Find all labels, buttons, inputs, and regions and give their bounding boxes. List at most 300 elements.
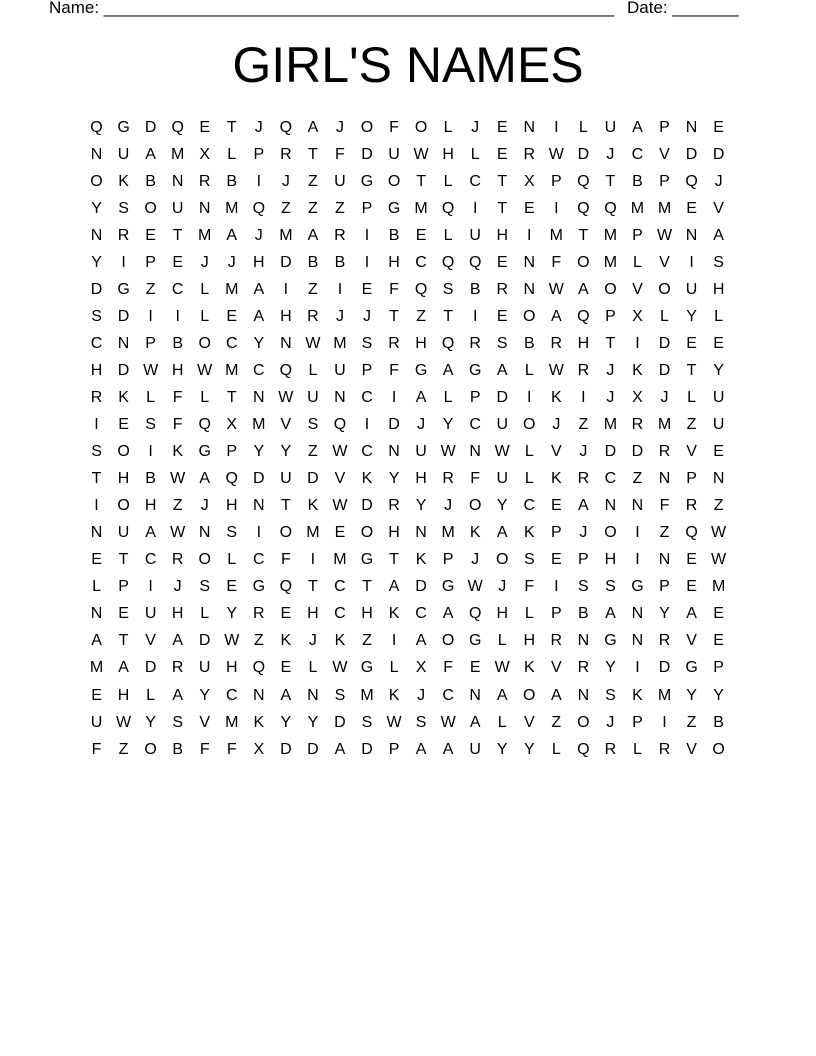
- grid-letter: R: [523, 145, 536, 163]
- grid-letter: W: [332, 443, 348, 461]
- grid-letter: P: [632, 226, 643, 244]
- grid-letter: J: [471, 551, 480, 569]
- grid-letter: A: [145, 145, 156, 163]
- grid-letter: A: [686, 605, 697, 623]
- grid-letter: R: [496, 280, 508, 298]
- grid-letter: C: [171, 280, 184, 298]
- grid-letter: J: [579, 524, 588, 542]
- grid-letter: N: [253, 686, 265, 704]
- grid-letter: V: [550, 443, 562, 461]
- grid-letter: K: [550, 470, 562, 488]
- grid-letter: L: [200, 605, 210, 623]
- grid-letter: J: [308, 632, 317, 650]
- grid-letter: Z: [308, 443, 318, 461]
- grid-letter: Y: [496, 740, 508, 758]
- grid-letter: A: [550, 307, 562, 325]
- grid-letter: G: [441, 578, 455, 596]
- grid-letter: I: [310, 551, 316, 569]
- grid-letter: P: [442, 551, 454, 569]
- grid-letter: C: [144, 551, 157, 569]
- grid-letter: R: [442, 470, 454, 488]
- grid-letter: O: [144, 740, 157, 758]
- grid-letter: I: [364, 253, 370, 271]
- grid-letter: L: [146, 686, 156, 704]
- grid-letter: O: [604, 524, 617, 542]
- grid-letter: Q: [577, 307, 590, 325]
- grid-letter: R: [604, 740, 617, 758]
- grid-letter: G: [117, 118, 130, 136]
- grid-letter: E: [713, 118, 724, 136]
- grid-letter: H: [171, 605, 184, 623]
- grid-letter: Y: [253, 443, 265, 461]
- grid-letter: E: [686, 334, 697, 352]
- grid-letter: G: [414, 361, 428, 379]
- grid-letter: T: [118, 632, 129, 650]
- grid-letter: M: [198, 226, 212, 244]
- grid-letter: D: [253, 470, 265, 488]
- grid-letter: L: [497, 632, 507, 650]
- grid-letter: U: [388, 145, 400, 163]
- grid-letter: U: [117, 145, 130, 163]
- grid-letter: L: [524, 443, 534, 461]
- grid-letter: R: [658, 632, 671, 650]
- grid-letter: O: [577, 713, 590, 731]
- grid-letter: L: [687, 388, 696, 406]
- grid-letter: O: [198, 334, 211, 352]
- grid-letter: S: [578, 578, 589, 596]
- grid-letter: A: [145, 524, 156, 542]
- grid-letter: E: [713, 443, 724, 461]
- grid-letter: F: [470, 470, 481, 488]
- grid-letter: U: [469, 740, 481, 758]
- grid-letter: A: [307, 118, 319, 136]
- grid-letter: Z: [416, 307, 426, 325]
- grid-letter: I: [337, 280, 343, 298]
- grid-letter: M: [225, 361, 239, 379]
- grid-letter: Y: [145, 713, 156, 731]
- grid-letter: I: [148, 443, 153, 461]
- grid-letter: R: [198, 172, 211, 190]
- grid-letter: R: [171, 551, 184, 569]
- grid-letter: Q: [577, 740, 590, 758]
- grid-letter: W: [413, 145, 429, 163]
- grid-letter: I: [527, 226, 532, 244]
- grid-letter: C: [523, 497, 536, 515]
- grid-letter: T: [605, 334, 616, 352]
- grid-letter: E: [91, 551, 102, 569]
- grid-letter: Q: [279, 361, 293, 379]
- grid-letter: Y: [388, 470, 400, 488]
- grid-letter: N: [658, 551, 671, 569]
- grid-letter: J: [660, 388, 669, 406]
- grid-letter: C: [469, 416, 481, 434]
- grid-letter: W: [548, 145, 564, 163]
- grid-letter: E: [496, 307, 508, 325]
- grid-letter: I: [94, 497, 99, 515]
- grid-letter: R: [334, 226, 346, 244]
- grid-letter: A: [280, 686, 292, 704]
- grid-letter: K: [415, 551, 427, 569]
- grid-letter: P: [361, 199, 373, 217]
- grid-letter: Z: [659, 524, 670, 542]
- grid-letter: P: [659, 578, 670, 596]
- grid-letter: J: [606, 145, 615, 163]
- grid-letter: K: [172, 443, 183, 461]
- grid-letter: J: [714, 172, 723, 190]
- grid-letter: T: [605, 172, 616, 190]
- grid-letter: Y: [713, 686, 724, 704]
- grid-letter: M: [225, 713, 239, 731]
- grid-letter: D: [334, 713, 346, 731]
- grid-letter: A: [415, 740, 427, 758]
- grid-letter: R: [90, 388, 103, 406]
- grid-letter: A: [442, 740, 454, 758]
- grid-letter: Q: [252, 199, 266, 217]
- grid-letter: Q: [225, 470, 238, 488]
- grid-letter: F: [226, 740, 237, 758]
- grid-letter: Y: [253, 334, 265, 352]
- grid-letter: B: [469, 280, 481, 298]
- grid-letter: B: [172, 334, 183, 352]
- grid-letter: Y: [605, 659, 616, 677]
- grid-letter: P: [469, 388, 481, 406]
- grid-letter: I: [94, 416, 99, 434]
- grid-letter: U: [334, 172, 346, 190]
- grid-letter: M: [657, 686, 672, 704]
- grid-letter: N: [469, 443, 481, 461]
- grid-letter: J: [471, 118, 480, 136]
- grid-letter: D: [631, 443, 644, 461]
- grid-letter: B: [713, 713, 724, 731]
- grid-letter: K: [632, 361, 643, 379]
- grid-letter: P: [388, 740, 400, 758]
- grid-letter: E: [415, 226, 427, 244]
- grid-letter: Z: [308, 172, 318, 190]
- grid-letter: E: [280, 659, 292, 677]
- grid-letter: T: [91, 470, 102, 488]
- grid-letter: A: [118, 659, 129, 677]
- grid-letter: O: [117, 497, 130, 515]
- grid-letter: G: [360, 172, 374, 190]
- grid-letter: V: [659, 253, 670, 271]
- grid-letter: R: [631, 416, 644, 434]
- grid-letter: I: [635, 334, 640, 352]
- grid-letter: Y: [523, 740, 535, 758]
- grid-letter: B: [145, 470, 156, 488]
- grid-letter: B: [632, 172, 643, 190]
- grid-letter: N: [577, 632, 590, 650]
- grid-letter: N: [712, 470, 725, 488]
- grid-letter: G: [360, 659, 374, 677]
- grid-letter: J: [254, 226, 263, 244]
- grid-letter: M: [360, 686, 374, 704]
- grid-letter: W: [494, 443, 510, 461]
- grid-letter: O: [387, 172, 401, 190]
- grid-letter: Q: [414, 280, 428, 298]
- grid-letter: T: [443, 307, 454, 325]
- grid-letter: H: [604, 551, 617, 569]
- grid-letter: F: [199, 740, 210, 758]
- grid-letter: A: [172, 686, 183, 704]
- grid-letter: E: [226, 578, 238, 596]
- grid-letter: Q: [198, 416, 211, 434]
- grid-letter: Z: [713, 497, 724, 515]
- grid-letter: P: [632, 713, 643, 731]
- grid-letter: O: [658, 280, 671, 298]
- grid-letter: I: [391, 388, 397, 406]
- grid-letter: D: [658, 659, 671, 677]
- grid-letter: K: [388, 605, 400, 623]
- grid-letter: L: [443, 388, 453, 406]
- grid-letter: T: [389, 551, 399, 569]
- grid-letter: P: [226, 443, 238, 461]
- grid-letter: A: [415, 632, 427, 650]
- grid-letter: J: [335, 118, 344, 136]
- grid-letter: L: [200, 388, 210, 406]
- grid-letter: O: [441, 632, 455, 650]
- grid-letter: Y: [91, 199, 102, 217]
- grid-letter: Y: [307, 713, 319, 731]
- grid-letter: A: [605, 605, 616, 623]
- grid-letter: Y: [280, 443, 292, 461]
- grid-letter: I: [148, 578, 153, 596]
- grid-letter: G: [198, 443, 211, 461]
- grid-letter: O: [414, 118, 428, 136]
- grid-letter: L: [524, 361, 534, 379]
- grid-letter: J: [579, 443, 588, 461]
- grid-letter: T: [686, 361, 697, 379]
- grid-letter: A: [496, 686, 508, 704]
- grid-letter: R: [307, 307, 319, 325]
- grid-letter: A: [91, 632, 102, 650]
- grid-letter: Q: [90, 118, 103, 136]
- grid-letter: D: [307, 470, 319, 488]
- grid-letter: R: [577, 470, 590, 488]
- grid-letter: P: [145, 334, 156, 352]
- grid-letter: Q: [441, 253, 455, 271]
- grid-letter: F: [389, 280, 399, 298]
- grid-letter: R: [658, 740, 671, 758]
- grid-letter: P: [550, 605, 562, 623]
- grid-letter: X: [632, 388, 643, 406]
- grid-letter: E: [550, 497, 562, 515]
- grid-letter: S: [442, 280, 454, 298]
- grid-letter: A: [415, 388, 427, 406]
- grid-letter: J: [606, 388, 615, 406]
- grid-letter: S: [605, 578, 616, 596]
- grid-letter: N: [658, 470, 671, 488]
- grid-letter: S: [199, 578, 211, 596]
- grid-letter: F: [389, 118, 399, 136]
- grid-letter: W: [278, 388, 294, 406]
- grid-letter: C: [225, 334, 238, 352]
- grid-letter: O: [577, 253, 590, 271]
- grid-letter: O: [90, 172, 103, 190]
- grid-letter: C: [90, 334, 103, 352]
- grid-letter: V: [550, 659, 562, 677]
- grid-letter: Q: [333, 416, 347, 434]
- grid-letter: R: [658, 443, 671, 461]
- grid-letter: D: [361, 497, 373, 515]
- grid-letter: E: [713, 605, 724, 623]
- grid-letter: H: [496, 605, 508, 623]
- grid-letter: S: [713, 253, 724, 271]
- grid-letter: K: [469, 524, 481, 542]
- grid-letter: Y: [280, 713, 292, 731]
- grid-letter: K: [334, 632, 346, 650]
- grid-letter: L: [497, 713, 507, 731]
- grid-letter: A: [496, 524, 508, 542]
- grid-letter: M: [603, 226, 618, 244]
- grid-letter: J: [417, 686, 426, 704]
- grid-letter: T: [308, 578, 318, 596]
- grid-letter: R: [253, 605, 265, 623]
- grid-letter: L: [389, 659, 399, 677]
- grid-letter: K: [523, 524, 535, 542]
- grid-letter: A: [199, 470, 211, 488]
- grid-letter: X: [199, 145, 211, 163]
- grid-letter: C: [361, 443, 373, 461]
- grid-letter: E: [686, 578, 697, 596]
- grid-letter: T: [226, 118, 237, 136]
- grid-letter: V: [632, 280, 643, 298]
- grid-letter: Z: [551, 713, 562, 731]
- grid-letter: H: [415, 470, 427, 488]
- grid-letter: L: [146, 388, 156, 406]
- grid-letter: O: [523, 307, 536, 325]
- name-line: Name: ______________________________________________________: [49, 0, 615, 17]
- grid-letter: N: [523, 118, 536, 136]
- grid-letter: G: [604, 632, 617, 650]
- grid-letter: H: [225, 497, 238, 515]
- grid-letter: I: [472, 199, 478, 217]
- grid-letter: H: [117, 470, 130, 488]
- grid-letter: O: [198, 551, 211, 569]
- grid-letter: V: [145, 632, 156, 650]
- grid-letter: D: [144, 659, 157, 677]
- grid-letter: U: [469, 226, 481, 244]
- grid-letter: T: [416, 172, 426, 190]
- grid-letter: L: [227, 145, 237, 163]
- grid-letter: F: [280, 551, 291, 569]
- grid-letter: Y: [659, 605, 670, 623]
- grid-letter: H: [388, 524, 400, 542]
- grid-letter: A: [307, 226, 319, 244]
- grid-letter: W: [711, 551, 727, 569]
- grid-letter: I: [689, 253, 694, 271]
- grid-letter: L: [524, 470, 534, 488]
- grid-letter: N: [631, 605, 644, 623]
- grid-letter: I: [175, 307, 180, 325]
- grid-letter: E: [686, 199, 697, 217]
- grid-letter: Q: [577, 199, 590, 217]
- grid-letter: N: [469, 686, 481, 704]
- grid-letter: C: [253, 361, 265, 379]
- grid-letter: L: [443, 226, 453, 244]
- grid-letter: D: [361, 740, 373, 758]
- grid-letter: H: [496, 226, 508, 244]
- grid-letter: R: [550, 632, 563, 650]
- grid-letter: C: [415, 253, 427, 271]
- grid-letter: U: [712, 416, 725, 434]
- grid-letter: M: [657, 199, 672, 217]
- grid-letter: V: [659, 145, 670, 163]
- grid-letter: R: [280, 145, 292, 163]
- grid-letter: Y: [686, 307, 697, 325]
- grid-letter: N: [307, 686, 319, 704]
- grid-letter: B: [523, 334, 535, 352]
- grid-letter: R: [117, 226, 130, 244]
- grid-letter: G: [360, 551, 374, 569]
- grid-letter: V: [199, 713, 211, 731]
- grid-letter: E: [523, 199, 535, 217]
- grid-letter: H: [388, 253, 400, 271]
- grid-letter: I: [256, 172, 262, 190]
- grid-letter: Q: [577, 172, 590, 190]
- grid-letter: Z: [280, 199, 291, 217]
- grid-letter: S: [172, 713, 183, 731]
- grid-letter: O: [360, 118, 374, 136]
- grid-letter: M: [333, 551, 347, 569]
- grid-letter: D: [712, 145, 725, 163]
- grid-letter: S: [334, 686, 346, 704]
- grid-letter: C: [225, 686, 238, 704]
- grid-letter: P: [550, 524, 562, 542]
- grid-letter: H: [523, 632, 536, 650]
- grid-letter: S: [226, 524, 238, 542]
- grid-letter: Y: [686, 686, 697, 704]
- grid-letter: Q: [441, 334, 455, 352]
- grid-letter: W: [711, 524, 727, 542]
- grid-letter: Z: [686, 713, 697, 731]
- grid-letter: B: [388, 226, 400, 244]
- grid-letter: A: [578, 280, 589, 298]
- grid-letter: V: [523, 713, 535, 731]
- grid-letter: U: [90, 713, 103, 731]
- grid-letter: Q: [604, 199, 617, 217]
- grid-letter: W: [467, 578, 483, 596]
- grid-letter: L: [200, 280, 210, 298]
- grid-letter: U: [198, 659, 211, 677]
- grid-letter: D: [496, 388, 508, 406]
- grid-letter: B: [145, 172, 156, 190]
- grid-letter: K: [118, 388, 129, 406]
- grid-letter: Y: [226, 605, 238, 623]
- grid-letter: U: [144, 605, 157, 623]
- grid-letter: V: [334, 470, 346, 488]
- grid-letter: H: [117, 686, 130, 704]
- grid-letter: U: [117, 524, 130, 542]
- grid-letter: I: [554, 118, 559, 136]
- grid-letter: E: [118, 416, 129, 434]
- grid-letter: A: [442, 361, 454, 379]
- grid-letter: H: [280, 307, 292, 325]
- grid-letter: R: [469, 334, 481, 352]
- grid-letter: H: [415, 334, 427, 352]
- grid-letter: L: [308, 361, 318, 379]
- grid-letter: M: [333, 334, 347, 352]
- grid-letter: U: [496, 470, 508, 488]
- grid-letter: C: [253, 551, 265, 569]
- grid-letter: E: [199, 118, 211, 136]
- grid-letter: U: [307, 388, 319, 406]
- grid-letter: J: [281, 172, 290, 190]
- grid-letter: I: [121, 253, 126, 271]
- grid-letter: A: [388, 578, 400, 596]
- grid-letter: Y: [442, 416, 454, 434]
- grid-letter: I: [256, 524, 262, 542]
- grid-letter: I: [364, 416, 370, 434]
